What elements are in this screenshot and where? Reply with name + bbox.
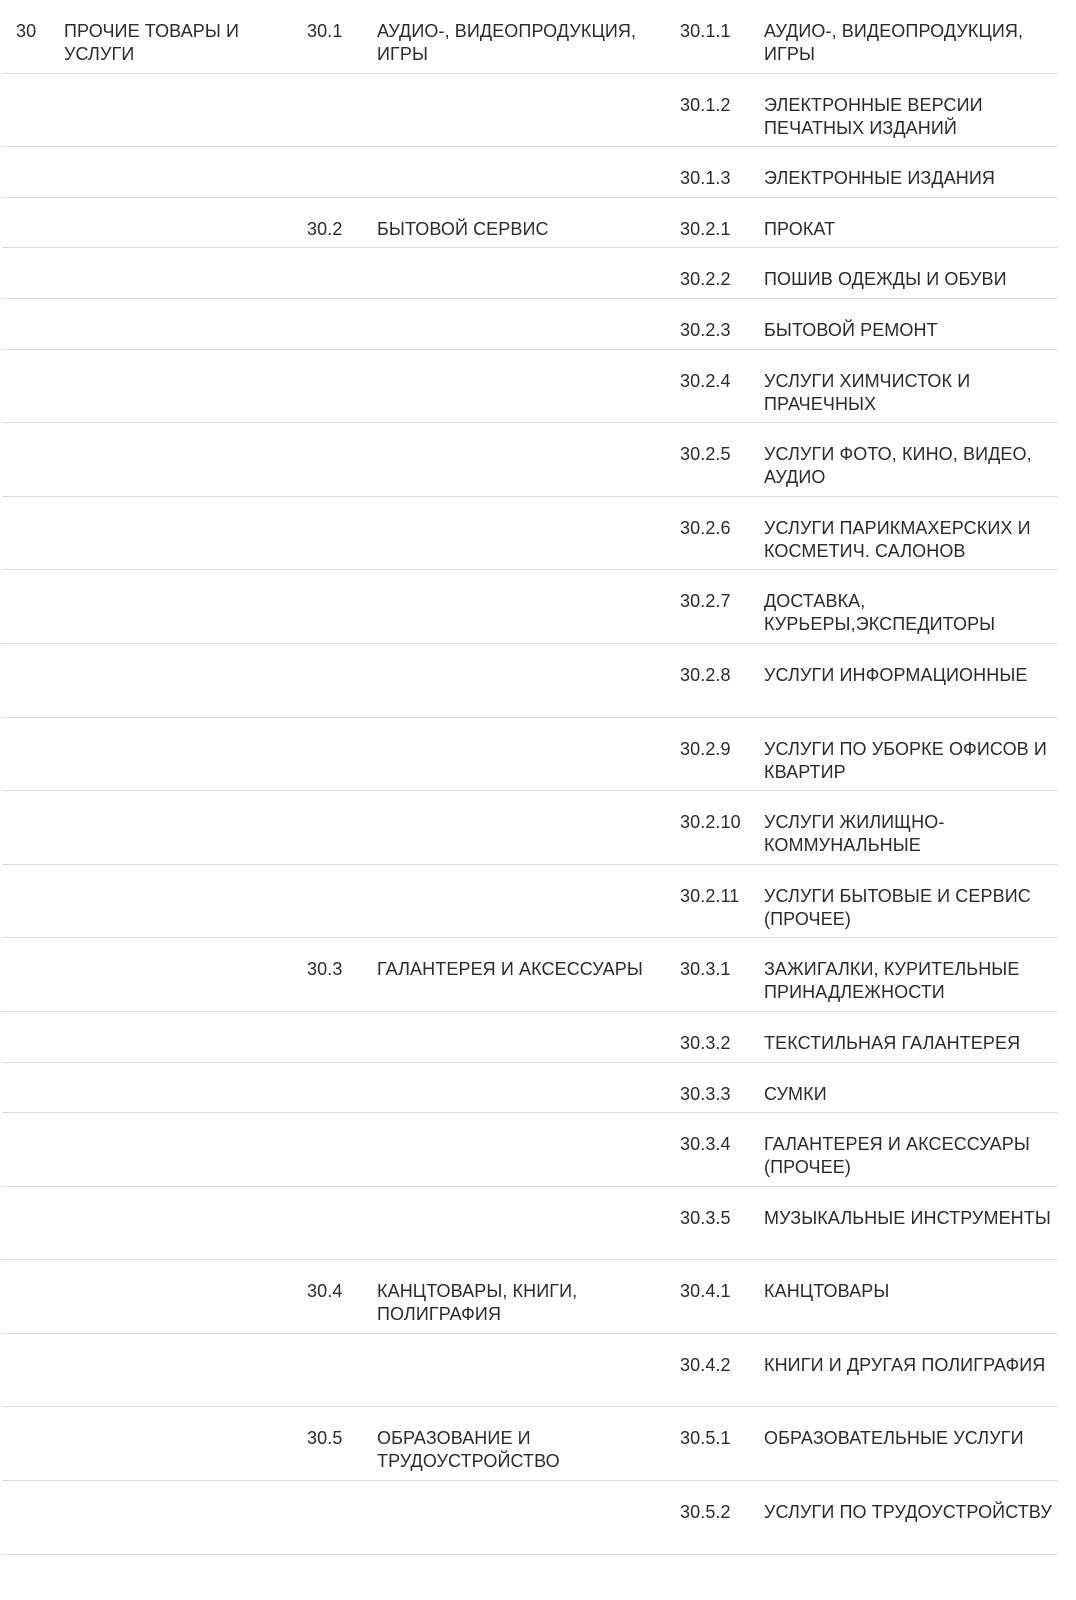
- subcategory-code-cell: 30.2.8: [680, 664, 731, 685]
- subcategory-name-cell: ГАЛАНТЕРЕЯ И АКСЕССУАРЫ (ПРОЧЕЕ): [764, 1134, 1030, 1178]
- table-row: [2, 1113, 1058, 1187]
- category-name-cell: ОБРАЗОВАНИЕ И ТРУДОУСТРОЙСТВО: [377, 1428, 560, 1472]
- subcategory-code-cell: 30.5.2: [680, 1502, 731, 1523]
- subcategory-name-cell: УСЛУГИ ПО ТРУДОУСТРОЙСТВУ: [764, 1502, 1052, 1523]
- subcategory-code-cell: 30.5.1: [680, 1428, 731, 1449]
- subcategory-code-cell: 30.3.2: [680, 1032, 731, 1053]
- table-row: [2, 350, 1058, 424]
- subcategory-name-cell: СУМКИ: [764, 1083, 827, 1104]
- subcategory-name-cell: ОБРАЗОВАТЕЛЬНЫЕ УСЛУГИ: [764, 1428, 1024, 1449]
- subcategory-code-cell: 30.3.1: [680, 959, 731, 980]
- subcategory-name-cell: УСЛУГИ ПО УБОРКЕ ОФИСОВ И КВАРТИР: [764, 738, 1047, 782]
- category-name-cell: БЫТОВОЙ СЕРВИС: [377, 218, 549, 239]
- subcategory-code-cell: 30.4.2: [680, 1354, 731, 1375]
- subcategory-code-cell: 30.1.1: [680, 21, 731, 41]
- subcategory-name-cell: КАНЦТОВАРЫ: [764, 1281, 890, 1302]
- table-row: [2, 1012, 1058, 1063]
- table-row: [2, 1063, 1058, 1114]
- subcategory-code-cell: 30.2.4: [680, 370, 731, 391]
- subcategory-name-cell: АУДИО-, ВИДЕОПРОДУКЦИЯ, ИГРЫ: [764, 21, 1024, 64]
- category-name-cell: ГАЛАНТЕРЕЯ И АКСЕССУАРЫ: [377, 959, 643, 980]
- table-row: [2, 299, 1058, 350]
- table-row: [2, 198, 1058, 249]
- subcategory-code-cell: 30.2.7: [680, 591, 731, 612]
- table-row: [2, 644, 1058, 718]
- subcategory-code-cell: 30.2.9: [680, 738, 731, 759]
- subcategory-name-cell: УСЛУГИ ПАРИКМАХЕРСКИХ И КОСМЕТИЧ. САЛОНОВ: [764, 517, 1031, 561]
- subcategory-name-cell: ЭЛЕКТРОННЫЕ ИЗДАНИЯ: [764, 168, 996, 189]
- subcategory-code-cell: 30.1.2: [680, 94, 731, 115]
- subcategory-name-cell: УСЛУГИ ИНФОРМАЦИОННЫЕ: [764, 664, 1028, 685]
- subcategory-code-cell: 30.3.4: [680, 1134, 731, 1155]
- subcategory-name-cell: ПРОКАТ: [764, 218, 836, 239]
- table-row: [2, 497, 1058, 571]
- table-row: [2, 718, 1058, 792]
- table-row: [2, 1407, 1058, 1481]
- category-name-cell: АУДИО-, ВИДЕОПРОДУКЦИЯ, ИГРЫ: [377, 21, 637, 64]
- subcategory-code-cell: 30.2.2: [680, 269, 731, 290]
- table-row: [2, 1334, 1058, 1408]
- group-code-cell: 30: [16, 21, 37, 41]
- table-row: [2, 248, 1058, 299]
- category-code-cell: 30.1: [307, 21, 343, 41]
- category-code-cell: 30.2: [307, 218, 343, 239]
- subcategory-name-cell: БЫТОВОЙ РЕМОНТ: [764, 319, 938, 340]
- table-row: [2, 865, 1058, 939]
- subcategory-name-cell: УСЛУГИ ХИМЧИСТОК И ПРАЧЕЧНЫХ: [764, 370, 971, 414]
- category-name-cell: КАНЦТОВАРЫ, КНИГИ, ПОЛИГРАФИЯ: [377, 1281, 578, 1325]
- subcategory-name-cell: ДОСТАВКА, КУРЬЕРЫ,ЭКСПЕДИТОРЫ: [764, 591, 996, 635]
- table-row: [2, 1481, 1058, 1555]
- table-row: [2, 423, 1058, 497]
- table-row: [2, 570, 1058, 644]
- table-row: [2, 74, 1058, 148]
- table-row: [2, 938, 1058, 1012]
- table-row: [2, 0, 1058, 74]
- table-row: [2, 1187, 1058, 1261]
- table-row: [2, 791, 1058, 865]
- subcategory-name-cell: ТЕКСТИЛЬНАЯ ГАЛАНТЕРЕЯ: [764, 1032, 1021, 1053]
- subcategory-code-cell: 30.2.10: [680, 812, 741, 833]
- subcategory-code-cell: 30.2.5: [680, 444, 731, 465]
- category-code-cell: 30.4: [307, 1281, 343, 1302]
- subcategory-name-cell: УСЛУГИ ЖИЛИЩНО-КОММУНАЛЬНЫЕ: [764, 812, 945, 856]
- table-row: [2, 1260, 1058, 1334]
- subcategory-name-cell: КНИГИ И ДРУГАЯ ПОЛИГРАФИЯ: [764, 1354, 1046, 1375]
- subcategory-code-cell: 30.2.6: [680, 517, 731, 538]
- subcategory-name-cell: УСЛУГИ БЫТОВЫЕ И СЕРВИС (ПРОЧЕЕ): [764, 885, 1031, 929]
- table-row: [2, 147, 1058, 198]
- subcategory-name-cell: МУЗЫКАЛЬНЫЕ ИНСТРУМЕНТЫ: [764, 1207, 1051, 1228]
- subcategory-code-cell: 30.2.1: [680, 218, 731, 239]
- subcategory-name-cell: ПОШИВ ОДЕЖДЫ И ОБУВИ: [764, 269, 1007, 290]
- subcategory-code-cell: 30.4.1: [680, 1281, 731, 1302]
- subcategory-name-cell: ЗАЖИГАЛКИ, КУРИТЕЛЬНЫЕ ПРИНАДЛЕЖНОСТИ: [764, 959, 1020, 1003]
- category-code-cell: 30.3: [307, 959, 343, 980]
- subcategory-code-cell: 30.1.3: [680, 168, 731, 189]
- subcategory-name-cell: УСЛУГИ ФОТО, КИНО, ВИДЕО, АУДИО: [764, 444, 1032, 488]
- subcategory-code-cell: 30.3.5: [680, 1207, 731, 1228]
- subcategory-code-cell: 30.3.3: [680, 1083, 731, 1104]
- group-name-cell: ПРОЧИЕ ТОВАРЫ И УСЛУГИ: [64, 21, 240, 64]
- category-code-cell: 30.5: [307, 1428, 343, 1449]
- subcategory-code-cell: 30.2.3: [680, 319, 731, 340]
- subcategory-name-cell: ЭЛЕКТРОННЫЕ ВЕРСИИ ПЕЧАТНЫХ ИЗДАНИЙ: [764, 94, 983, 138]
- category-table: [2, 0, 1058, 1555]
- subcategory-code-cell: 30.2.11: [680, 885, 740, 906]
